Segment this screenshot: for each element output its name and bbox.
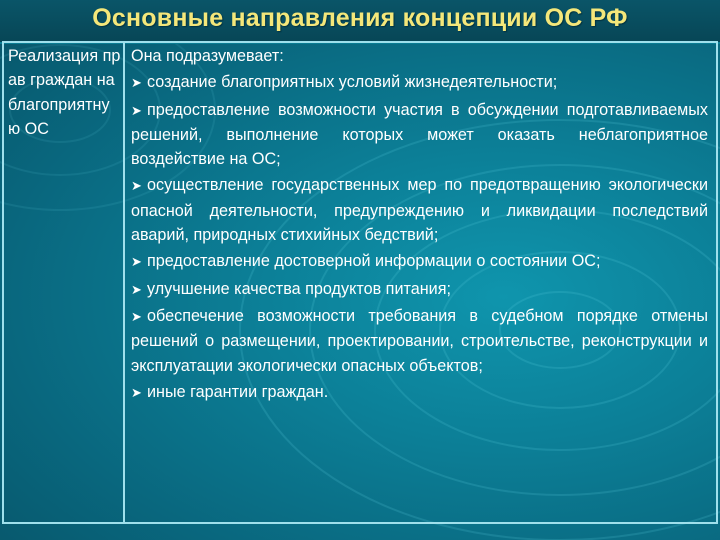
- list-item-text: создание благоприятных условий жизнедеятельности;: [147, 73, 558, 92]
- list-item: [131, 70, 708, 95]
- table-row: [3, 42, 717, 523]
- list-item: [131, 304, 708, 378]
- content-table: [2, 41, 718, 524]
- description-cell: [124, 42, 717, 523]
- list-item: [131, 173, 708, 247]
- category-cell: Реализация прав граждан на благоприятную ОС: [3, 42, 124, 523]
- intro-text: Она подразумевает:: [131, 47, 284, 65]
- list-item-text: иные гарантии граждан.: [147, 382, 329, 401]
- list-item-text: предоставление достоверной информации о состоянии ОС;: [147, 252, 601, 271]
- arrow-bullet-icon: ➤: [131, 75, 142, 91]
- arrow-bullet-icon: ➤: [131, 254, 142, 270]
- arrow-bullet-icon: ➤: [131, 102, 142, 118]
- arrow-bullet-icon: ➤: [131, 281, 142, 297]
- arrow-bullet-icon: ➤: [131, 384, 142, 400]
- list-item: [131, 249, 708, 274]
- list-item: [131, 277, 708, 302]
- list-item-text: предоставление возможности участия в обсуждении подготавливаемых решений, выполнение которых может оказать неблагоприятное воздействие на ОС;: [131, 100, 708, 169]
- slide-title: Основные направления концепции ОС РФ: [92, 4, 628, 32]
- title-bar: [0, 0, 720, 44]
- list-item: [131, 98, 708, 172]
- arrow-bullet-icon: ➤: [131, 178, 142, 194]
- arrow-bullet-icon: ➤: [131, 308, 142, 324]
- list-item-text: улучшение качества продуктов питания;: [147, 279, 451, 298]
- list-item: [131, 380, 708, 405]
- list-item-text: обеспечение возможности требования в судебном порядке отмены решений о размещении, проектировании, строительстве, реконструкции и эксплуатации экологически опасных объектов;: [131, 306, 708, 375]
- list-item-text: осуществление государственных мер по предотвращению экологически опасной деятельности, предупреждению и ликвидации последствий аварий, природных стихийных бедствий;: [131, 176, 708, 245]
